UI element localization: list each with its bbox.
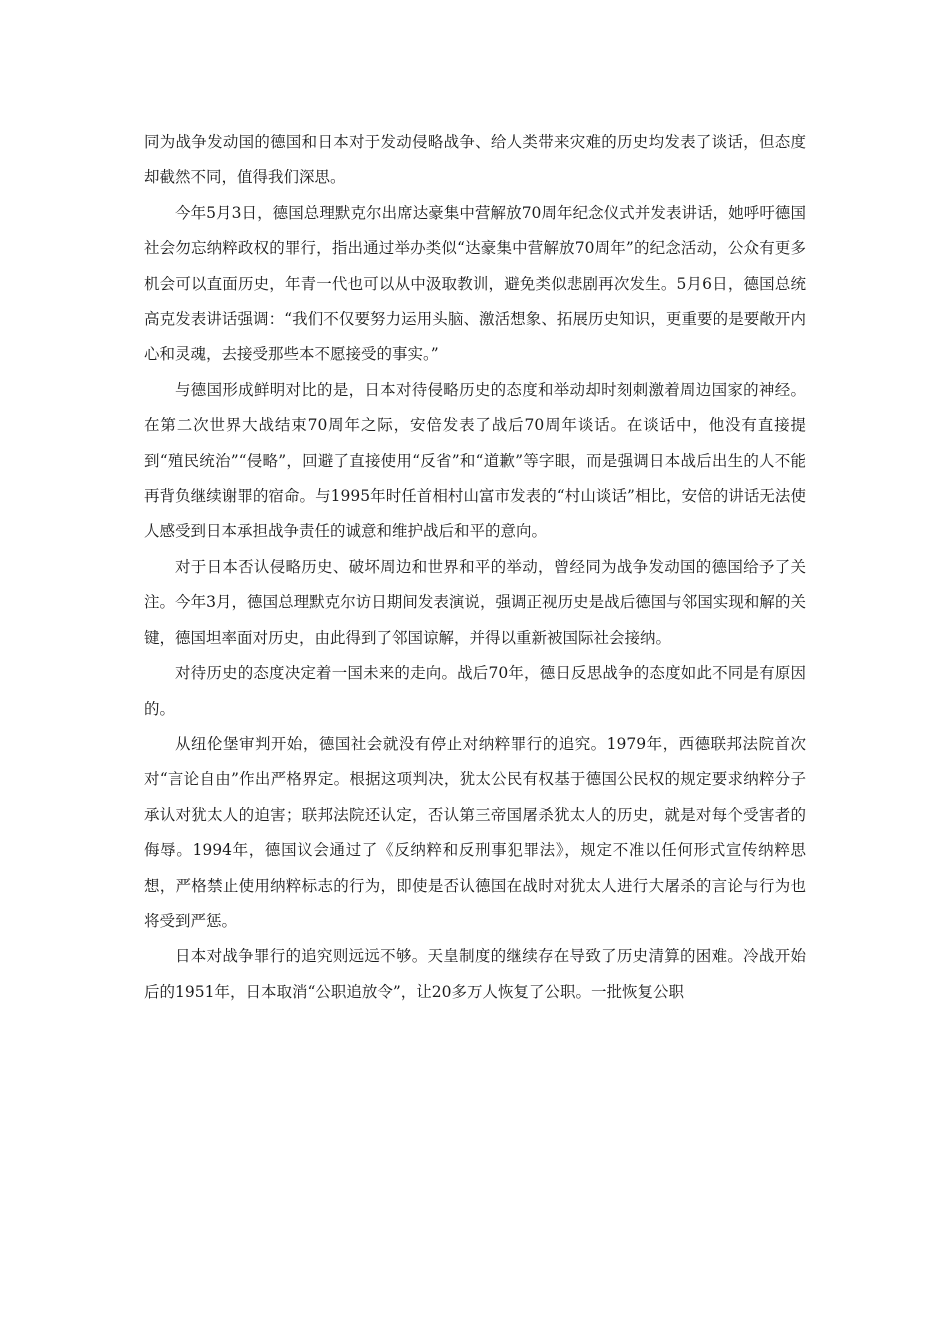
- paragraph-1: 同为战争发动国的德国和日本对于发动侵略战争、给人类带来灾难的历史均发表了谈话，但态度却截然不同，值得我们深思。: [144, 133, 806, 187]
- paragraph-5: 对待历史的态度决定着一国未来的走向。战后70年，德日反思战争的态度如此不同是有原因的。: [144, 664, 806, 718]
- paragraph-2: 今年5月3日，德国总理默克尔出席达豪集中营解放70周年纪念仪式并发表讲话，她呼吁德国社会勿忘纳粹政权的罪行，指出通过举办类似“达豪集中营解放70周年”的纪念活动，公众有更多机会可以直面历史，年青一代也可以从中汲取教训，避免类似悲剧再次发生。5月6日，德国总统高克发表讲话强调：“我们不仅要努力运用头脑、激活想象、拓展历史知识，更重要的是要敞开内心和灵魂，去接受那些本不愿接受的事实。”: [144, 203, 806, 364]
- paragraph-6: 从纽伦堡审判开始，德国社会就没有停止对纳粹罪行的追究。1979年，西德联邦法院首次对“言论自由”作出严格界定。根据这项判决，犹太公民有权基于德国公民权的规定要求纳粹分子承认对犹太人的迫害；联邦法院还认定，否认第三帝国屠杀犹太人的历史，就是对每个受害者的侮辱。1994年，德国议会通过了《反纳粹和反刑事犯罪法》，规定不准以任何形式宣传纳粹思想，严格禁止使用纳粹标志的行为，即使是否认德国在战时对犹太人进行大屠杀的言论与行为也将受到严惩。: [144, 734, 806, 930]
- paragraph-7: 日本对战争罪行的追究则远远不够。天皇制度的继续存在导致了历史清算的困难。冷战开始后的1951年，日本取消“公职追放令”，让20多万人恢复了公职。一批恢复公职: [144, 947, 806, 1001]
- article-body: [144, 125, 806, 1010]
- paragraph-3: 与德国形成鲜明对比的是，日本对待侵略历史的态度和举动却时刻刺激着周边国家的神经。在第二次世界大战结束70周年之际，安倍发表了战后70周年谈话。在谈话中，他没有直接提到“殖民统治”“侵略”，回避了直接使用“反省”和“道歉”等字眼，而是强调日本战后出生的人不能再背负继续谢罪的宿命。与1995年时任首相村山富市发表的“村山谈话”相比，安倍的讲话无法使人感受到日本承担战争责任的诚意和维护战后和平的意向。: [144, 380, 806, 541]
- paragraph-4: 对于日本否认侵略历史、破坏周边和世界和平的举动，曾经同为战争发动国的德国给予了关注。今年3月，德国总理默克尔访日期间发表演说，强调正视历史是战后德国与邻国实现和解的关键，德国坦率面对历史，由此得到了邻国谅解，并得以重新被国际社会接纳。: [144, 557, 806, 647]
